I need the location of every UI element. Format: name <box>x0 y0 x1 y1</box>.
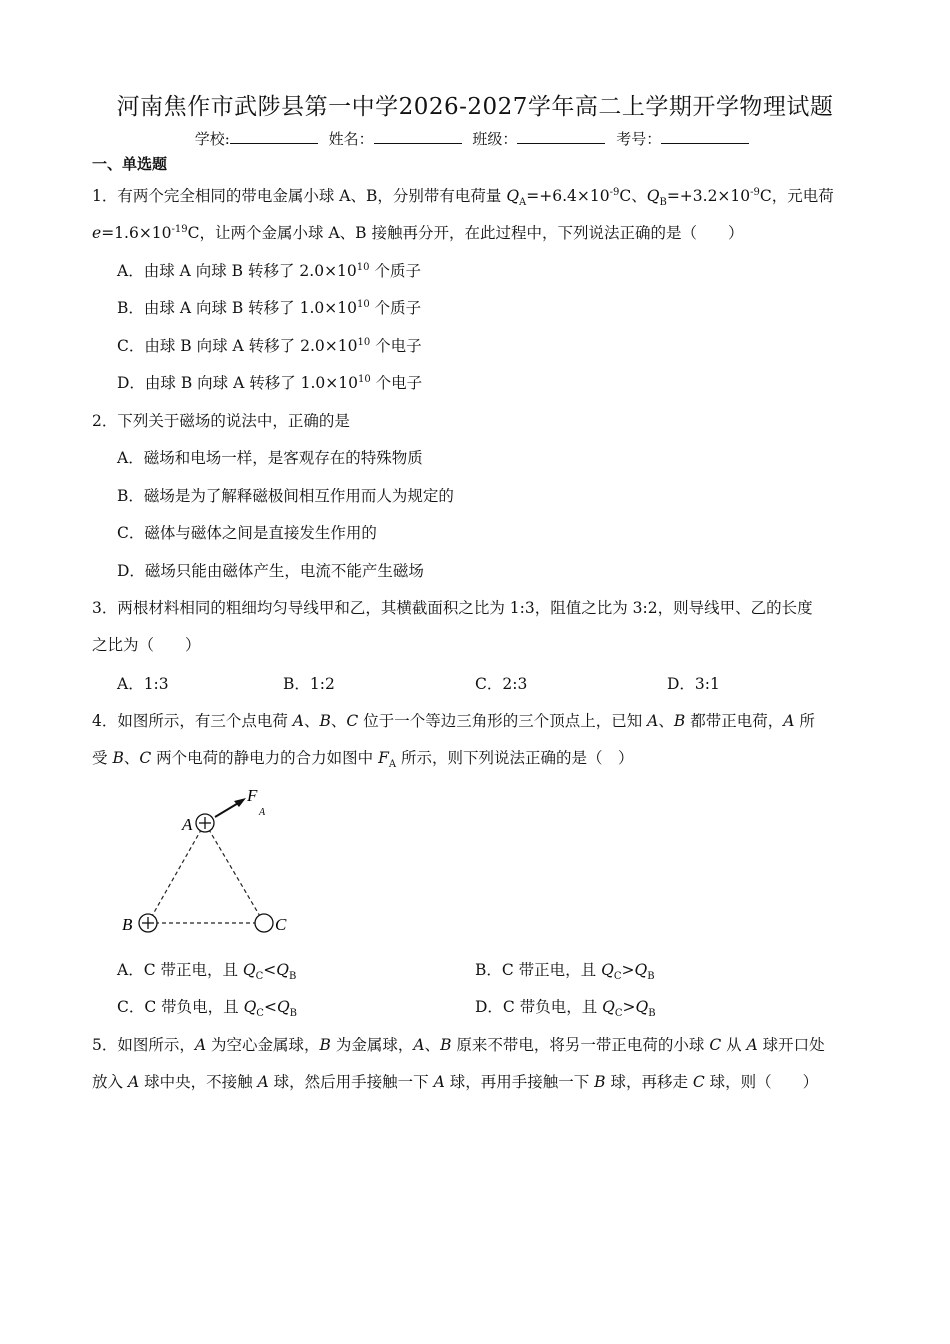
q1-line2-end: C，让两个金属小球 A、B 接触再分开，在此过程中，下列说法正确的是（ ） <box>187 224 744 242</box>
q1-e: e <box>92 224 102 242</box>
q2-stem: 2．下列关于磁场的说法中，正确的是 <box>92 412 350 430</box>
q1-option-a: A．由球 A 向球 B 转移了 $2.0\times 10^{10}$ 个质子 <box>117 261 421 280</box>
label-f: F <box>247 786 258 805</box>
q1-e-exp: -19 <box>171 223 188 235</box>
label-a: A <box>182 815 193 834</box>
q4-option-b: B．C 带正电，且 $Q_C>Q_B$ <box>475 961 655 983</box>
exam-no-label: 考号： <box>616 130 662 148</box>
name-blank <box>374 129 462 144</box>
q3-option-d: D．3:1 <box>667 675 720 693</box>
q2-option-b: B．磁场是为了解释磁极间相互作用而人为规定的 <box>117 487 454 505</box>
page-title: 河南焦作市武陟县第一中学2026-2027学年高二上学期开学物理试题 <box>116 94 834 120</box>
q1-line1 <box>92 184 834 208</box>
class-label: 班级： <box>472 130 518 148</box>
q1-e-value: =1.6×10 <box>101 224 172 242</box>
force-arrow-shaft <box>215 802 240 817</box>
q3-option-a: A．1:3 <box>117 675 169 693</box>
label-c: C <box>275 915 287 934</box>
q4-option-d: D．C 带负电，且 $Q_C>Q_B$ <box>475 998 656 1020</box>
q3-option-b: B．1:2 <box>283 675 335 693</box>
q1-line2 <box>92 221 743 243</box>
q1-option-b: B．由球 A 向球 B 转移了 $1.0\times 10^{10}$ 个质子 <box>117 298 422 317</box>
q1-qa-exp: -9 <box>609 186 620 198</box>
q5-line2: 放入 A 球中央，不接触 A 球，然后用手接触一下 A 球，再用手接触一下 B 球，再移走 C 球，则（ ） <box>92 1073 819 1091</box>
q3-option-c: C．2:3 <box>475 675 528 693</box>
charge-c-circle <box>255 914 273 932</box>
q1-qb-exp: -9 <box>750 186 760 198</box>
q2-option-a: A．磁场和电场一样，是客观存在的特殊物质 <box>117 449 423 467</box>
q3-line2: 之比为（ ） <box>92 636 201 654</box>
q1-qa: Q <box>506 187 520 205</box>
q5-line1: 5．如图所示，A 为空心金属球，B 为金属球，A、B 原来不带电，将另一带正电荷的小球 C 从 A 球开口处 <box>92 1036 825 1054</box>
q1-text: 1．有两个完全相同的带电金属小球 A、B，分别带有电荷量 <box>92 187 507 205</box>
section-heading: 一、单选题 <box>92 155 168 173</box>
q1-qb: Q <box>646 187 660 205</box>
name-label: 姓名： <box>328 130 374 148</box>
student-info-row <box>0 128 950 149</box>
triangle-charge-figure <box>110 785 310 950</box>
q1-qa-value: =+6.4×10 <box>526 187 610 205</box>
q3-line1: 3．两根材料相同的粗细均匀导线甲和乙，其横截面积之比为 1:3，阻值之比为 3:2，则导线甲、乙的长度 <box>92 599 813 617</box>
school-label: 学校: <box>194 130 230 148</box>
label-f-sub: A <box>259 807 266 818</box>
label-b: B <box>122 915 133 934</box>
q2-option-c: C．磁体与磁体之间是直接发生作用的 <box>117 524 377 542</box>
q1-option-d: D．由球 B 向球 A 转移了 $1.0\times 10^{10}$ 个电子 <box>117 373 423 392</box>
q4-option-a: A．C 带正电，且 $Q_C<Q_B$ <box>117 961 297 983</box>
q1-qb-sub: B <box>659 197 667 209</box>
q4-option-c: C．C 带负电，且 $Q_C<Q_B$ <box>117 998 298 1020</box>
side-ac <box>205 823 264 923</box>
q2-option-d: D．磁场只能由磁体产生，电流不能产生磁场 <box>117 562 424 580</box>
school-blank <box>230 129 318 144</box>
q1-qa-sub: A <box>519 197 527 209</box>
side-ab <box>148 823 205 923</box>
q4-line2: 受 B、C 两个电荷的静电力的合力如图中 $F_A$ 所示，则下列说法正确的是（ ） <box>92 749 634 771</box>
q4-line1: 4．如图所示，有三个点电荷 A、B、C 位于一个等边三角形的三个顶点上，已知 A、B 都带正电荷，A 所 <box>92 712 815 730</box>
exam-no-blank <box>661 129 749 144</box>
q1-line1-end: C，元电荷 <box>759 187 834 205</box>
class-blank <box>517 129 605 144</box>
q1-mid: C、 <box>619 187 647 205</box>
q1-option-c: C．由球 B 向球 A 转移了 $2.0\times 10^{10}$ 个电子 <box>117 336 422 355</box>
q1-qb-value: =+3.2×10 <box>666 187 751 205</box>
